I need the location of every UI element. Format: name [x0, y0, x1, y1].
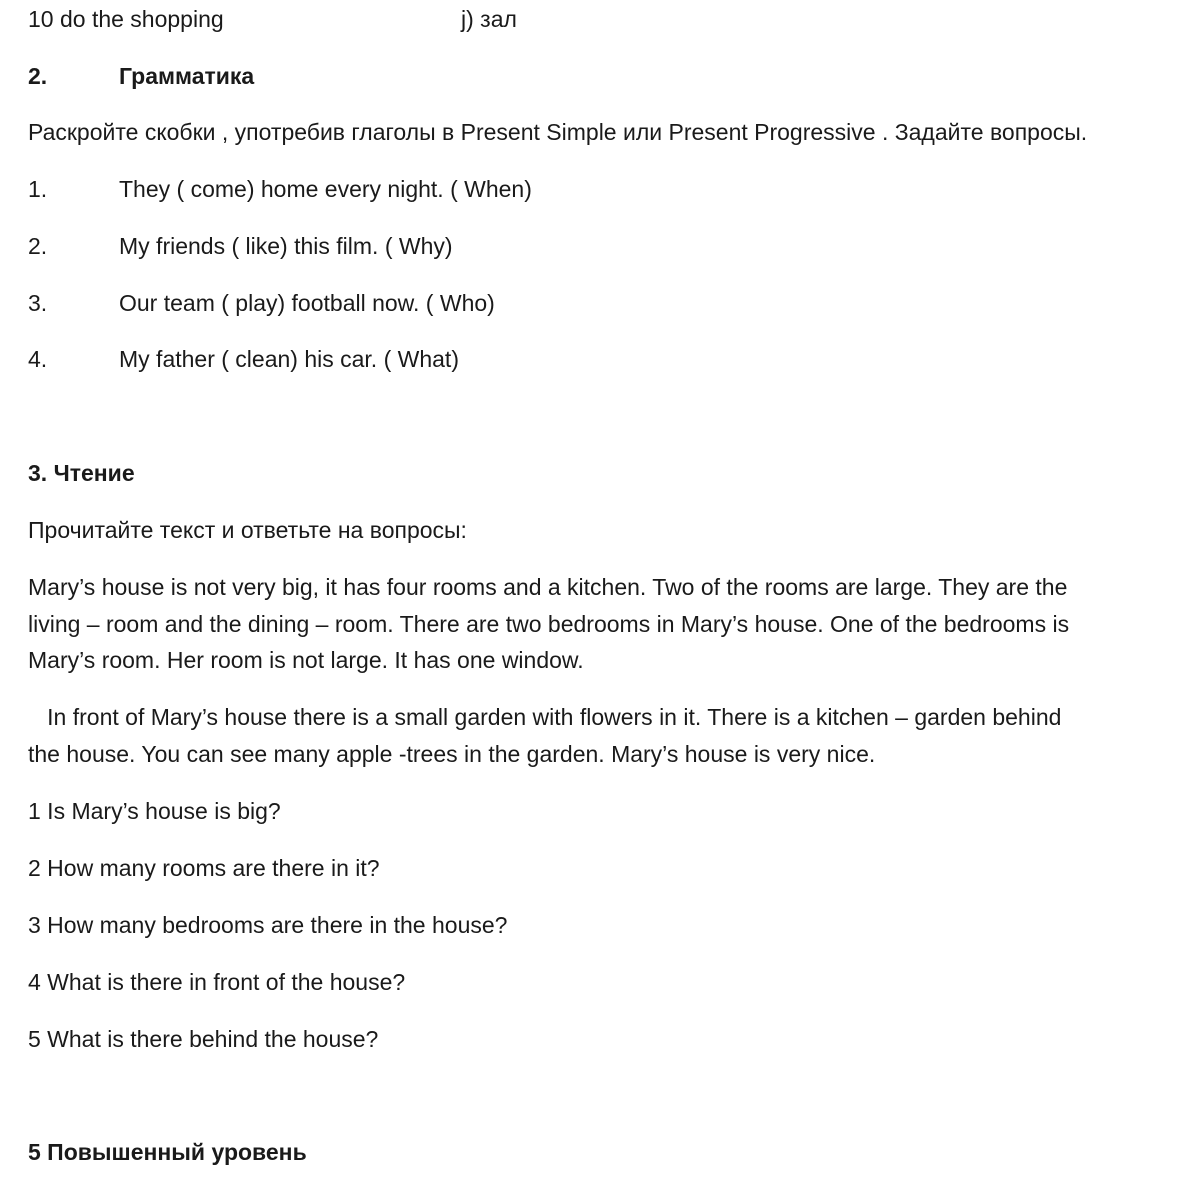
advanced-heading: 5 Повышенный уровень — [28, 1139, 307, 1165]
reading-paragraph-2 — [28, 699, 1198, 772]
paragraph-line: Mary’s room. Her room is not large. It has one window. — [28, 647, 584, 673]
reading-question: 4 What is there in front of the house? — [28, 969, 406, 995]
grammar-item-number: 1. — [28, 176, 48, 202]
paragraph-line: In front of Mary’s house there is a small garden with flowers in it. There is a kitchen – garden behind — [28, 704, 1062, 730]
vocab-row — [28, 1, 517, 37]
grammar-item-text: My friends ( like) this film. ( Why) — [119, 233, 453, 259]
reading-instruction: Прочитайте текст и ответьте на вопросы: — [28, 517, 467, 543]
paragraph-line: the house. You can see many apple -trees in the garden. Mary’s house is very nice. — [28, 740, 876, 767]
reading-paragraph-1 — [28, 569, 1198, 679]
grammar-item-number: 2. — [28, 233, 48, 259]
paragraph-line: Mary’s house is not very big, it has four rooms and a kitchen. Two of the rooms are large. They are the — [28, 574, 1068, 600]
grammar-item-text: My father ( clean) his car. ( What) — [119, 346, 459, 372]
grammar-item-number: 3. — [28, 290, 48, 316]
grammar-item-number: 4. — [28, 346, 48, 372]
paragraph-line: living – room and the dining – room. There are two bedrooms in Mary’s house. One of the bedrooms is — [28, 610, 1070, 637]
vocab-right: j) зал — [461, 6, 517, 32]
vocab-left: 10 do the shopping — [28, 6, 224, 32]
reading-question: 5 What is there behind the house? — [28, 1026, 379, 1052]
reading-question: 3 How many bedrooms are there in the house? — [28, 912, 508, 938]
reading-heading: 3. Чтение — [28, 460, 135, 486]
grammar-title: Грамматика — [119, 63, 255, 89]
reading-question: 2 How many rooms are there in it? — [28, 855, 380, 881]
grammar-item-text: They ( come) home every night. ( When) — [119, 176, 532, 202]
reading-question: 1 Is Mary’s house is big? — [28, 798, 281, 824]
grammar-item-text: Our team ( play) football now. ( Who) — [119, 290, 495, 316]
grammar-instruction: Раскройте скобки , употребив глаголы в Present Simple или Present Progressive . Задайте вопросы. — [28, 119, 1088, 145]
grammar-number: 2. — [28, 63, 48, 89]
